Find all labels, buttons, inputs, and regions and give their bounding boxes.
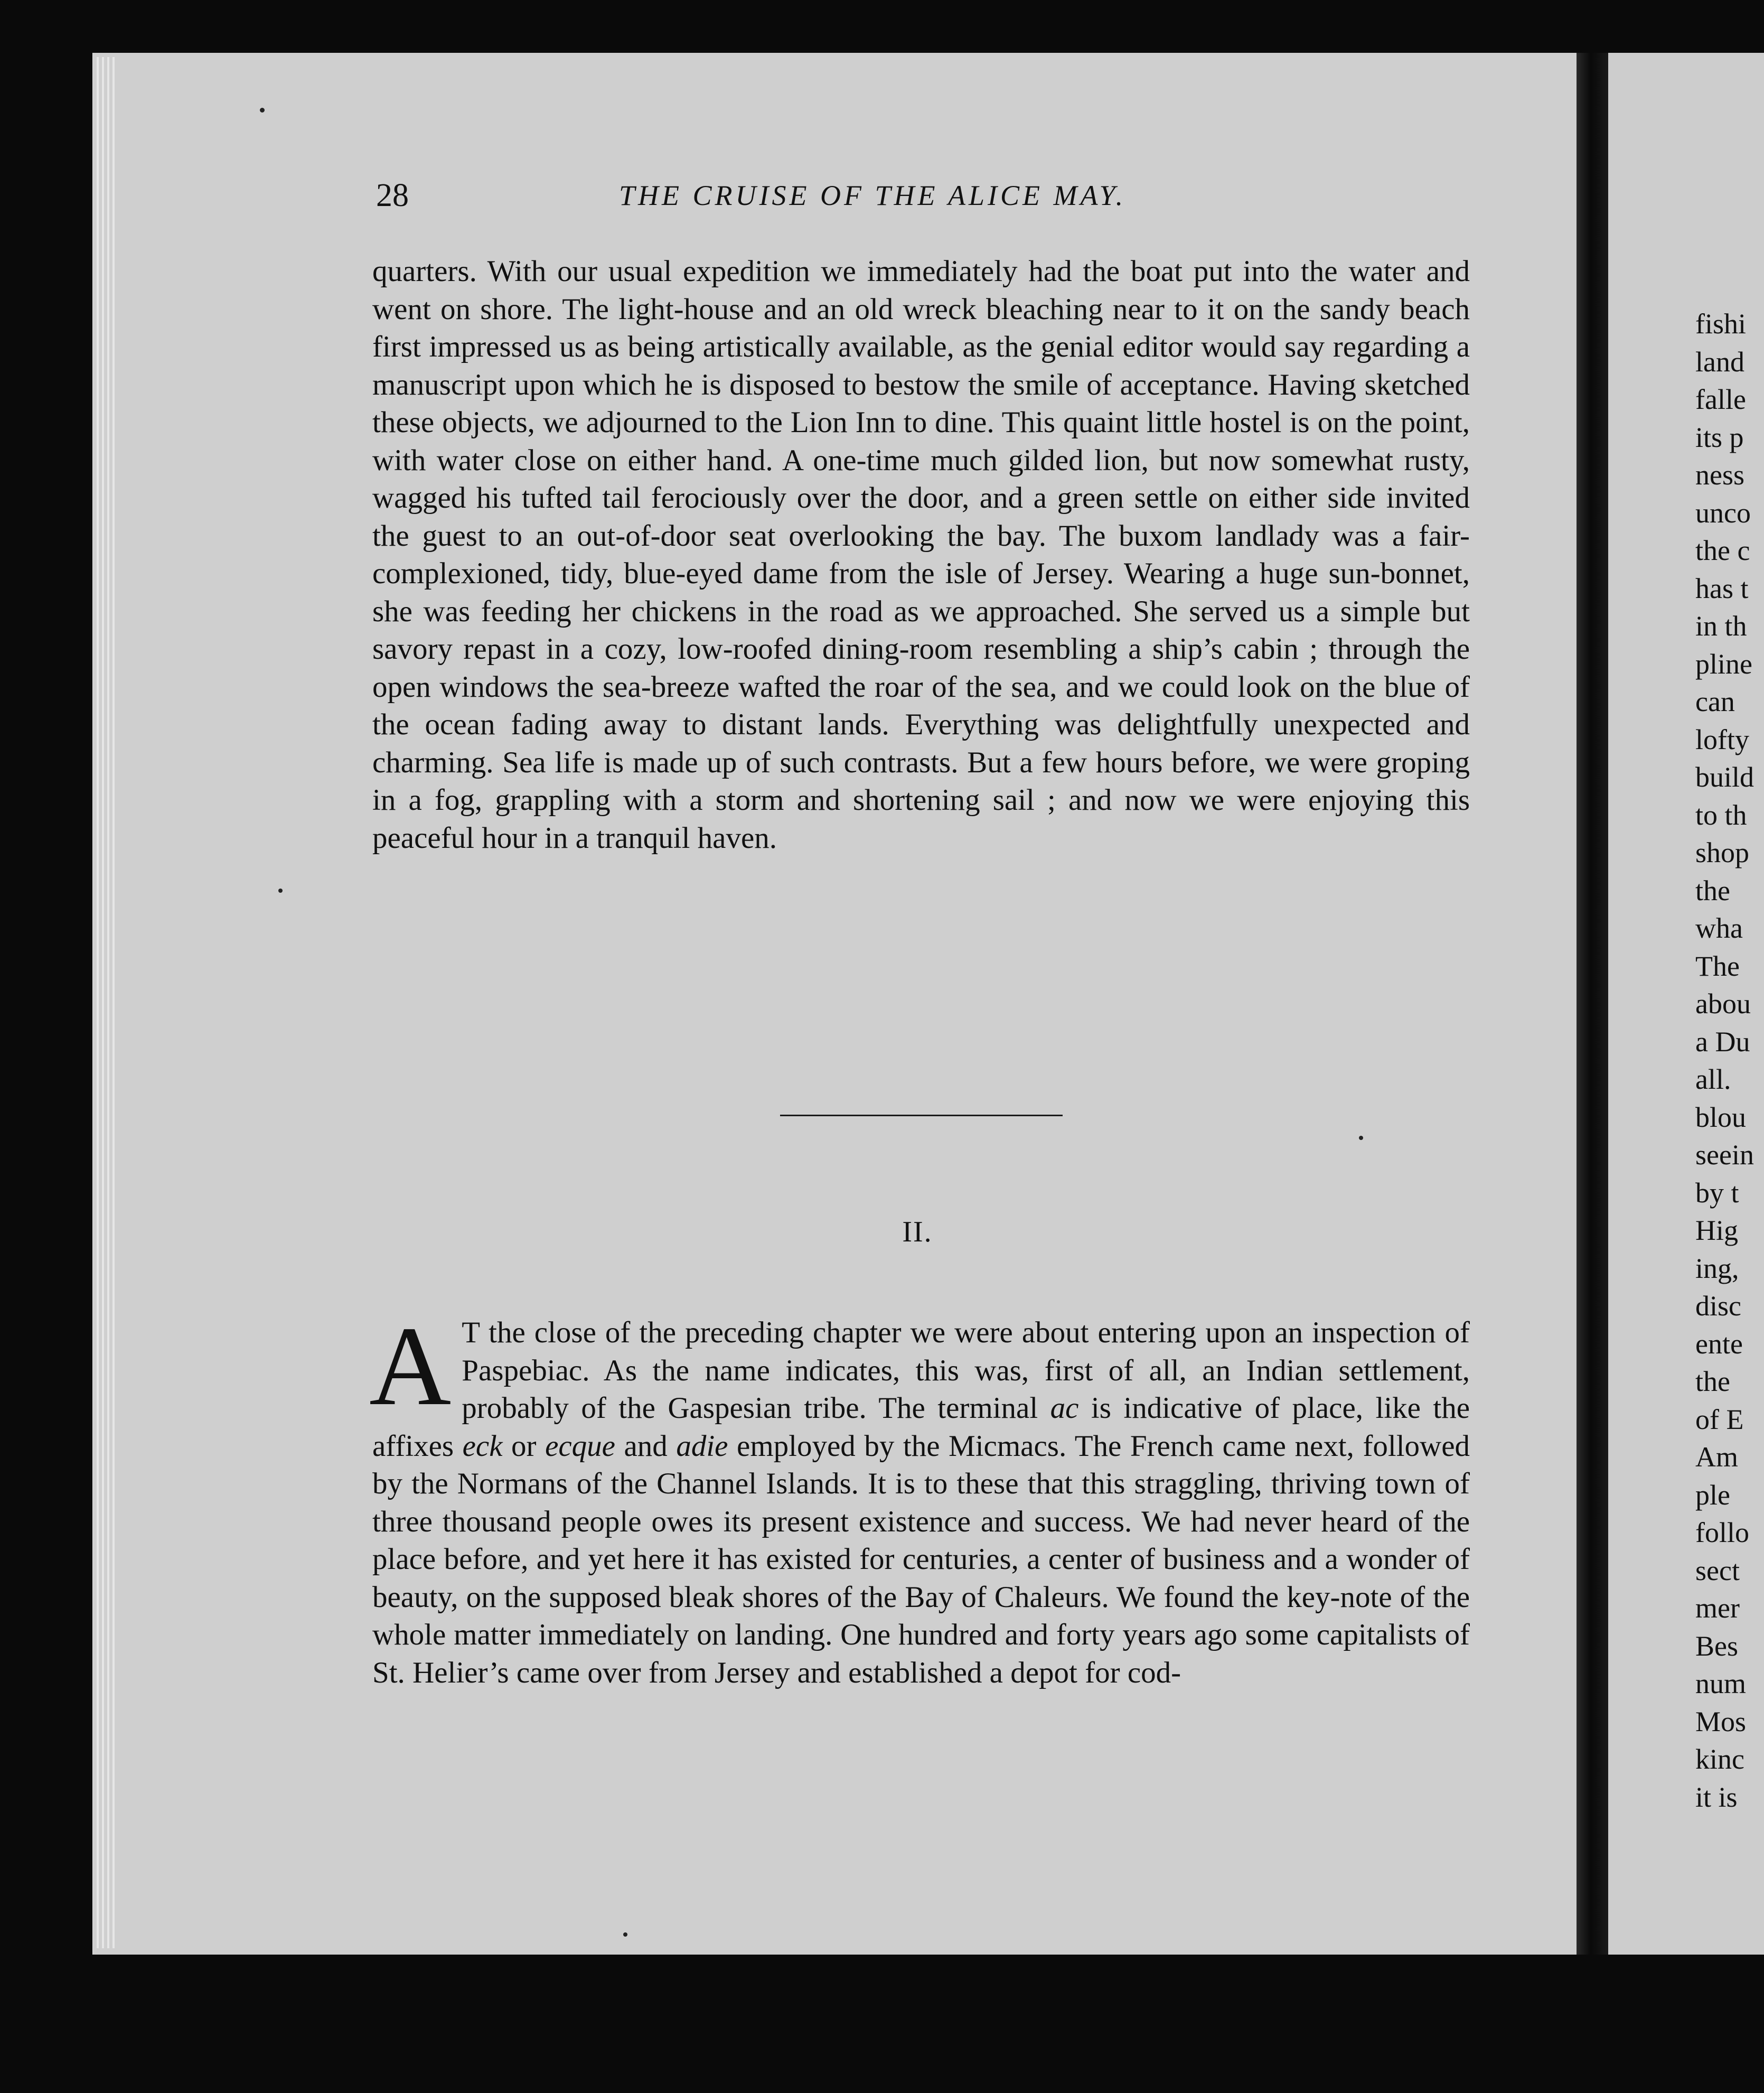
facing-line: the c	[1695, 535, 1750, 566]
facing-line: Mos	[1695, 1705, 1747, 1737]
facing-line: can	[1695, 686, 1735, 717]
text-run: and	[615, 1429, 677, 1463]
page-header	[376, 177, 1469, 230]
facing-line: follo	[1695, 1517, 1749, 1548]
drop-cap: A	[369, 1303, 452, 1429]
italic-term: ecque	[545, 1429, 615, 1463]
facing-line: shop	[1695, 837, 1750, 868]
facing-line: Am	[1695, 1441, 1738, 1473]
facing-line: sect	[1695, 1554, 1740, 1586]
facing-line: land	[1695, 345, 1744, 378]
facing-line: The	[1695, 950, 1740, 982]
print-speck	[623, 1932, 627, 1937]
facing-page-lines	[1695, 305, 1754, 1816]
section-divider	[780, 1115, 1063, 1116]
italic-term: adie	[676, 1429, 728, 1463]
book-spine	[1577, 53, 1608, 1955]
paragraph	[369, 1303, 1470, 1692]
facing-line: ness	[1695, 459, 1744, 491]
facing-line: it is	[1695, 1781, 1738, 1813]
running-title: THE CRUISE OF THE ALICE MAY.	[619, 180, 1127, 211]
print-speck	[1359, 1136, 1363, 1140]
facing-line: the	[1695, 1366, 1730, 1397]
facing-line: abou	[1695, 988, 1751, 1020]
chapter-heading: II.	[902, 1216, 933, 1248]
facing-line: of E	[1695, 1403, 1744, 1435]
facing-line: has t	[1695, 572, 1749, 604]
page-edge	[102, 57, 104, 1948]
facing-line: seein	[1695, 1139, 1754, 1171]
facing-line: ing,	[1695, 1252, 1739, 1284]
facing-line: unco	[1695, 497, 1751, 529]
facing-line: in th	[1695, 610, 1747, 642]
facing-line: wha	[1695, 912, 1743, 944]
facing-line: blou	[1695, 1101, 1747, 1133]
facing-line: by t	[1695, 1176, 1739, 1209]
facing-line: falle	[1695, 384, 1746, 415]
facing-line: lofty	[1695, 723, 1749, 755]
print-speck	[278, 889, 283, 893]
page-edge	[107, 57, 109, 1948]
text-run: is indicative of place, like the affixes	[372, 1391, 1470, 1463]
facing-line: pline	[1695, 648, 1752, 680]
facing-line: a Du	[1695, 1025, 1750, 1058]
facing-line: build	[1695, 761, 1754, 793]
page-number: 28	[376, 177, 409, 213]
facing-line: disc	[1695, 1290, 1741, 1322]
facing-line: ente	[1695, 1328, 1743, 1360]
print-speck	[260, 108, 265, 113]
italic-term: ac	[1050, 1391, 1079, 1425]
text-run: or	[502, 1429, 546, 1463]
paragraph: quarters. With our usual expedition we immediately had the boat put into the water and went on shore. The light-house and an old wreck bleaching near to it on the sandy beach first impressed us as being artistically available, as the genial editor would say regarding a manuscript upon which he is disposed to bestow the smile of acceptance. Having sketched these objects, we adjourned to the Lion Inn to dine. This quaint little hostel is on the point, with water close on either hand. A one-time much gilded lion, but now somewhat rusty, wagged his tufted tail ferociously over the door, and a green settle on either side invited the guest to an out-of-door seat overlooking the bay. The buxom landlady was a fair-complexioned, tidy, blue-eyed dame from the isle of Jersey. Wearing a huge sun-bonnet, she was feeding her chickens in the road as we approached. She served us a simple but savory repast in a cozy, low-roofed dining-room resembling a ship’s cabin ; through the open windows the sea-breeze wafted the roar of the sea, and we could look on the blue of the ocean fading away to distant lands. Everything was delightfully unexpected and charming. Sea life is made up of such contrasts. But a few hours before, we were groping in a fog, grappling with a storm and shortening sail ; and now we were enjoying this peaceful hour in a tranquil haven.	[372, 255, 1470, 855]
text-run: T the close of the preceding chapter we were about entering upon an inspection of Paspebiac. As the name indicates, this was, first of all, an Indian settlement, probably of the Gaspesian tribe. The terminal	[462, 1316, 1470, 1425]
italic-term: eck	[462, 1429, 503, 1463]
facing-line: kinc	[1695, 1743, 1744, 1775]
text-run: employed by the Micmacs. The French came next, followed by the Normans of the Channel Islands. It is to these that this straggling, thriving town of three thousand people owes its present existence and success. We had never heard of the place before, and yet here it has existed for centuries, a center of business and a wonder of beauty, on the supposed bleak shores of the Bay of Chaleurs. We found the key-note of the whole matter immediately on landing. One hundred and forty years ago some capitalists of St. Helier’s came over from Jersey and established a depot for cod-	[372, 1429, 1470, 1689]
facing-line: mer	[1695, 1592, 1740, 1624]
page-edge	[112, 57, 115, 1948]
facing-line: ple	[1695, 1479, 1730, 1511]
facing-line: fishi	[1695, 308, 1747, 340]
facing-line: Hig	[1695, 1214, 1738, 1246]
facing-line: its p	[1695, 421, 1744, 453]
facing-line: the	[1695, 874, 1730, 907]
facing-line: num	[1695, 1668, 1747, 1699]
facing-line: to th	[1695, 799, 1747, 831]
page-edge	[97, 57, 99, 1948]
facing-line: all.	[1695, 1063, 1731, 1095]
facing-page	[1608, 53, 1764, 1955]
facing-line: Bes	[1695, 1630, 1738, 1662]
